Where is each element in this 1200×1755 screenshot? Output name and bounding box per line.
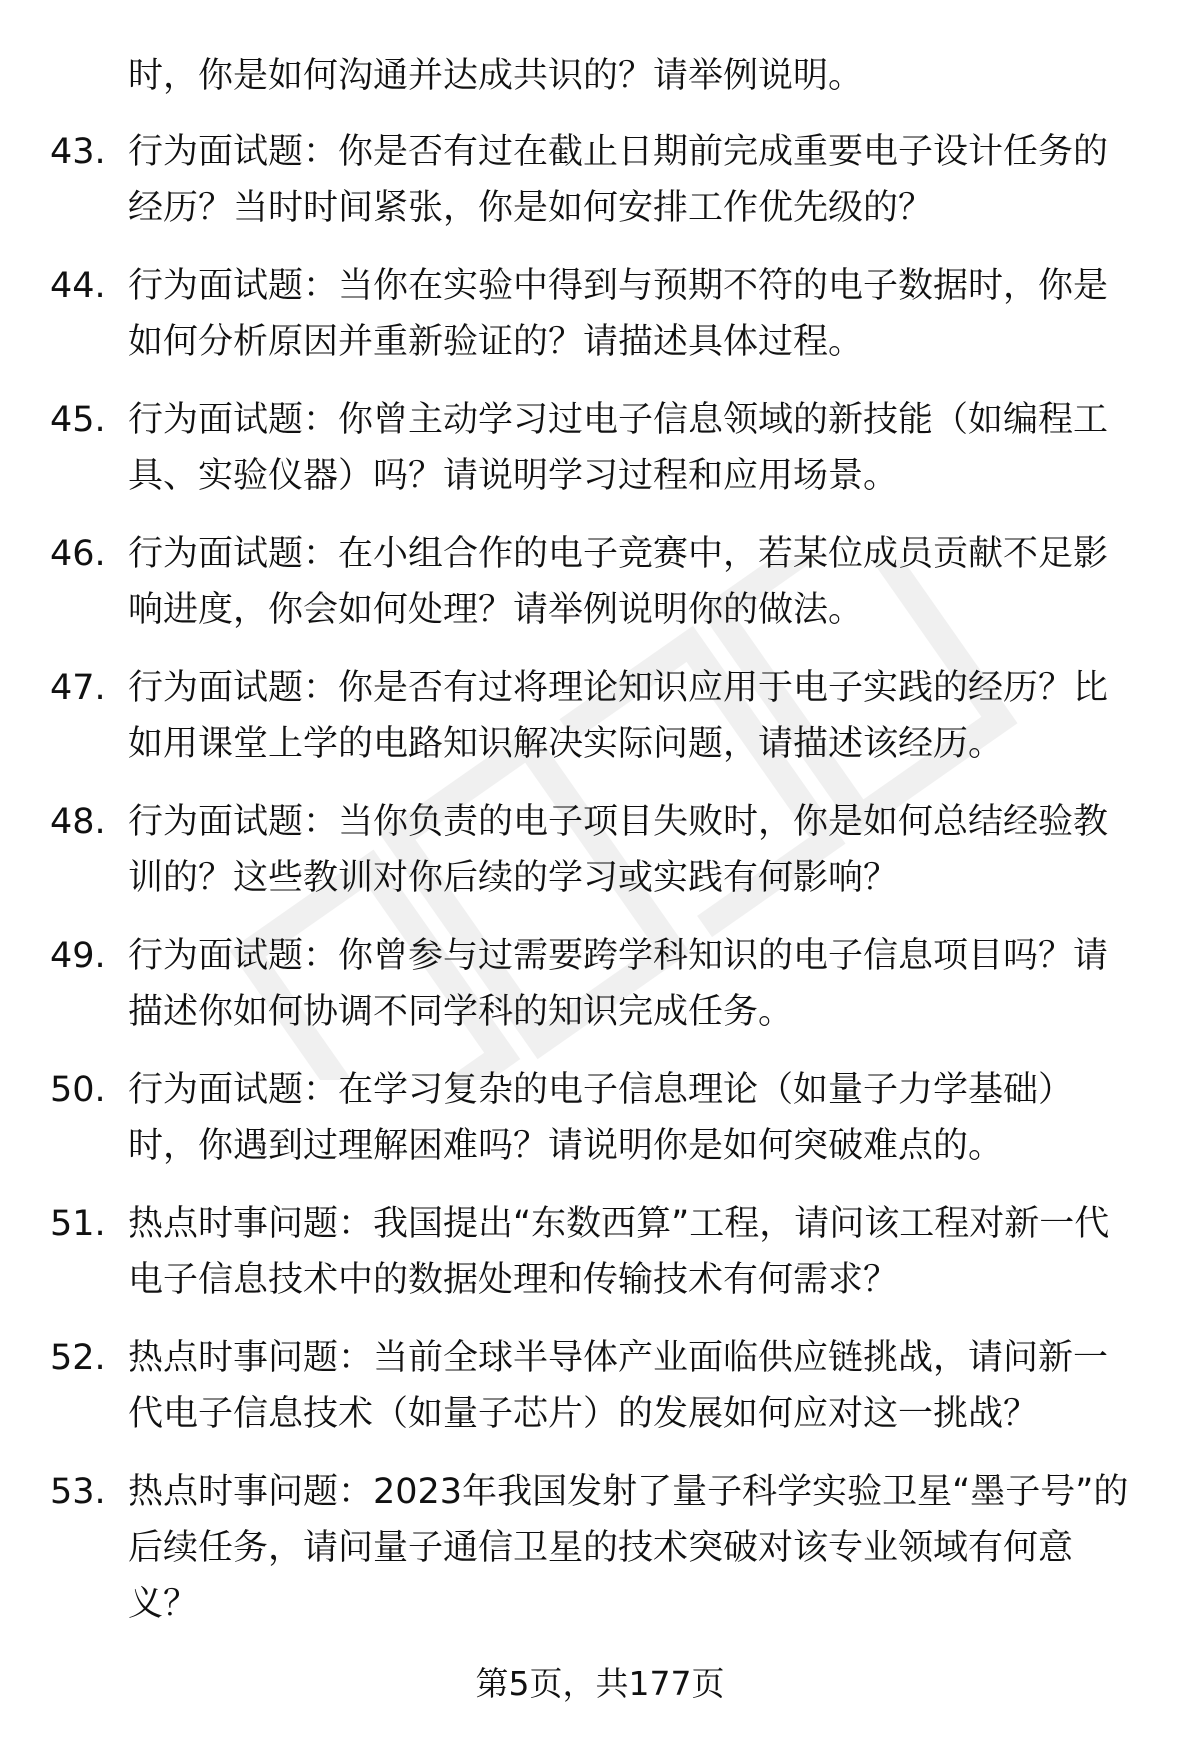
list-item — [50, 124, 1160, 236]
item-number: 44. — [50, 266, 106, 306]
list-item — [50, 794, 1160, 906]
list-item — [50, 928, 1160, 1040]
item-text: 行为面试题：在小组合作的电子竞赛中，若某位成员贡献不足影响进度，你会如何处理？请举例说明你的做法。 — [128, 534, 1109, 630]
item-number: 46. — [50, 534, 106, 574]
item-text: 热点时事问题：2023年我国发射了量子科学实验卫星“墨子号”的后续任务，请问量子通信卫星的技术突破对该专业领域有何意义？ — [128, 1472, 1129, 1624]
item-number: 48. — [50, 802, 106, 842]
list-item — [50, 392, 1160, 504]
item-number: 50. — [50, 1070, 106, 1110]
item-number: 51. — [50, 1204, 106, 1244]
item-number: 52. — [50, 1338, 106, 1378]
item-number: 49. — [50, 936, 106, 976]
item-text: 行为面试题：在学习复杂的电子信息理论（如量子力学基础）时，你遇到过理解困难吗？请说明你是如何突破难点的。 — [128, 1070, 1074, 1166]
items-container — [50, 124, 1160, 1632]
list-item — [50, 1196, 1160, 1308]
item-text: 热点时事问题：我国提出“东数西算”工程，请问该工程对新一代电子信息技术中的数据处理和传输技术有何需求？ — [128, 1204, 1110, 1300]
list-item — [50, 526, 1160, 638]
item-text: 行为面试题：你是否有过将理论知识应用于电子实践的经历？比如用课堂上学的电路知识解决实际问题，请描述该经历。 — [128, 668, 1109, 764]
item-text: 行为面试题：当你在实验中得到与预期不符的电子数据时，你是如何分析原因并重新验证的？请描述具体过程。 — [128, 266, 1109, 362]
list-item — [50, 1464, 1160, 1632]
item-number: 47. — [50, 668, 106, 708]
list-item — [50, 1062, 1160, 1174]
item-text: 行为面试题：你是否有过在截止日期前完成重要电子设计任务的经历？当时时间紧张，你是如何安排工作优先级的？ — [128, 132, 1109, 228]
list-item — [50, 1330, 1160, 1442]
item-text: 行为面试题：你曾主动学习过电子信息领域的新技能（如编程工具、实验仪器）吗？请说明学习过程和应用场景。 — [128, 400, 1109, 496]
question-list — [50, 48, 1160, 1654]
item-number: 45. — [50, 400, 106, 440]
list-item — [50, 258, 1160, 370]
item-text: 行为面试题：你曾参与过需要跨学科知识的电子信息项目吗？请描述你如何协调不同学科的知识完成任务。 — [128, 936, 1109, 1032]
list-item — [50, 660, 1160, 772]
item-number: 53. — [50, 1472, 106, 1512]
item-text: 行为面试题：当你负责的电子项目失败时，你是如何总结经验教训的？这些教训对你后续的学习或实践有何影响？ — [128, 802, 1109, 898]
continuation-text: 时，你是如何沟通并达成共识的？请举例说明。 — [128, 56, 864, 96]
item-text: 热点时事问题：当前全球半导体产业面临供应链挑战，请问新一代电子信息技术（如量子芯片）的发展如何应对这一挑战？ — [128, 1338, 1109, 1434]
page-footer: 第5页，共177页 — [475, 1664, 725, 1703]
item-number: 43. — [50, 132, 106, 172]
